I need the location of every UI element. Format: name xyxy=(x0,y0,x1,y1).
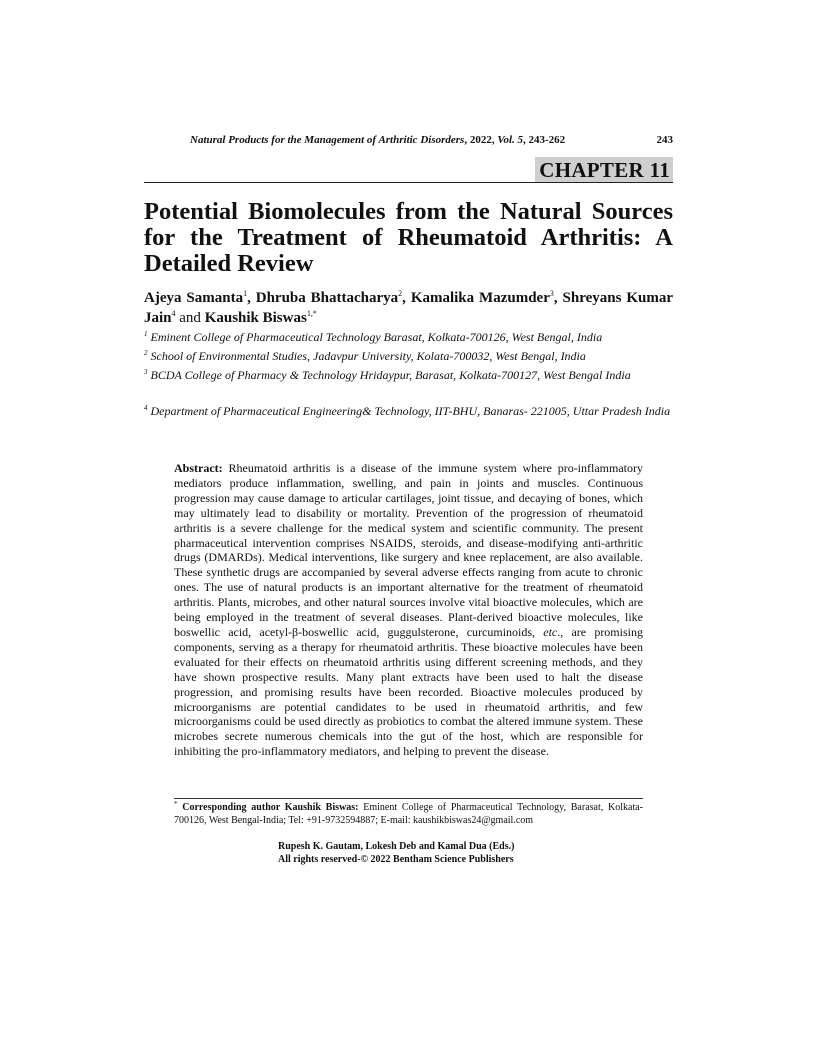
editors-line: Rupesh K. Gautam, Lokesh Deb and Kamal Dua (Eds.) xyxy=(278,841,515,852)
author-separator: and xyxy=(175,310,205,326)
publisher-block xyxy=(278,840,678,866)
affiliation-2 xyxy=(144,348,673,365)
author-separator: , xyxy=(247,290,256,306)
author-separator: , xyxy=(553,290,563,306)
book-volume: Vol. 5 xyxy=(497,134,524,146)
page-number: 243 xyxy=(656,134,673,146)
affiliation-mark: 3 xyxy=(144,368,148,376)
running-head xyxy=(190,134,673,146)
author-separator: , xyxy=(402,290,411,306)
footnote-rule xyxy=(174,798,643,799)
author-affil-mark: 4 xyxy=(171,309,176,318)
book-pages: , 243-262 xyxy=(523,134,566,146)
author-affil-mark: 1,* xyxy=(306,309,317,318)
footnote-label: Corresponding author Kaushik Biswas: xyxy=(177,802,359,813)
affiliation-text: BCDA College of Pharmacy & Technology Hridaypur, Barasat, Kolkata-700127, West Bengal India xyxy=(150,368,631,382)
author-list xyxy=(144,288,673,328)
author-name: Kamalika Mazumder xyxy=(410,290,550,306)
author-name: Shreyans Kumar Jain xyxy=(144,290,674,326)
copyright-line: All rights reserved-© 2022 Bentham Science Publishers xyxy=(278,854,514,865)
paper-title: Potential Biomolecules from the Natural Sources for the Treatment of Rheumatoid Arthritis: A Detailed Review xyxy=(144,198,673,277)
affiliation-4 xyxy=(144,403,673,420)
chapter-label: CHAPTER 11 xyxy=(535,157,673,182)
affiliation-mark: 4 xyxy=(144,404,148,412)
abstract-text: Rheumatoid arthritis is a disease of the immune system where pro-inflammatory mediators produce inflammation, swelling, and pain in joints and muscles. Continuous progression may cause damage to articular cartilages, joint tissue, and decaying of bones, which may ultimately lead to disability or mortality. Prevention of the progression of rheumatoid arthritis is a severe challenge for the medical system and scientific community. The present pharmaceutical intervention comprises NSAIDS, steroids, and disease-modifying anti-arthritic drugs (DMARDs). Medical interventions, like surgery and knee replacement, are also available. These synthetic drugs are accompanied by several adverse effects ranging from acute to chronic ones. The use of natural products is an important alternative for the treatment of rheumatoid arthritis. Plants, microbes, and other natural sources involve vital bioactive molecules, which are being employed in the treatment of several diseases. Plant-derived bioactive molecules, like boswellic acid, acetyl-β-boswellic acid, guggulsterone, curcuminoids, xyxy=(174,461,643,639)
abstract-text-italic: etc xyxy=(543,624,558,639)
affiliation-mark: 2 xyxy=(144,349,148,357)
footnote-mark: * xyxy=(174,800,178,808)
affiliation-mark: 1 xyxy=(144,330,148,338)
abstract-text: ., are promising components, serving as a therapy for rheumatoid arthritis. These bioactive molecules have been evaluated for their effects on rheumatoid arthritis using different screening methods, and they have shown prospective results. Many plant extracts have been used to halt the disease progression, and promising results have been recorded. Bioactive molecules produced by microorganisms are potential candidates to be used in rheumatoid arthritis, and few microorganisms could be used directly as probiotics to combat the altered immune system. These microbes secrete numerous chemicals into the gut of the host, which are responsible for inhibiting the pro-inflammatory mediators, and helping to prevent the disease. xyxy=(174,624,643,759)
author-name: Kaushik Biswas xyxy=(204,310,307,326)
author-name: Dhruba Bhattacharya xyxy=(255,290,399,306)
author-affil-mark: 2 xyxy=(398,289,403,298)
author-affil-mark: 3 xyxy=(549,289,554,298)
affiliation-text: Eminent College of Pharmaceutical Technology Barasat, Kolkata-700126, West Bengal, India xyxy=(150,330,603,344)
abstract xyxy=(174,461,643,759)
affiliation-text: School of Environmental Studies, Jadavpur University, Kolata-700032, West Bengal, India xyxy=(150,349,586,363)
chapter-rule xyxy=(144,182,673,183)
corresponding-author-footnote xyxy=(174,801,643,827)
footnote-text: Eminent College of Pharmaceutical Technology, Barasat, Kolkata-700126, West Bengal-India; Tel: +91-9732594887; E-mail: kaushikbiswas24@gmail.com xyxy=(174,802,643,826)
abstract-label: Abstract: xyxy=(174,461,223,475)
author-affil-mark: 1 xyxy=(243,289,248,298)
author-name: Ajeya Samanta xyxy=(144,290,244,306)
affiliation-text: Department of Pharmaceutical Engineering& Technology, IIT-BHU, Banaras- 221005, Uttar Pradesh India xyxy=(150,404,671,418)
book-year: , 2022, xyxy=(464,134,498,146)
book-title: Natural Products for the Management of Arthritic Disorders xyxy=(190,134,465,146)
affiliation-3 xyxy=(144,367,673,384)
affiliation-1 xyxy=(144,329,673,346)
